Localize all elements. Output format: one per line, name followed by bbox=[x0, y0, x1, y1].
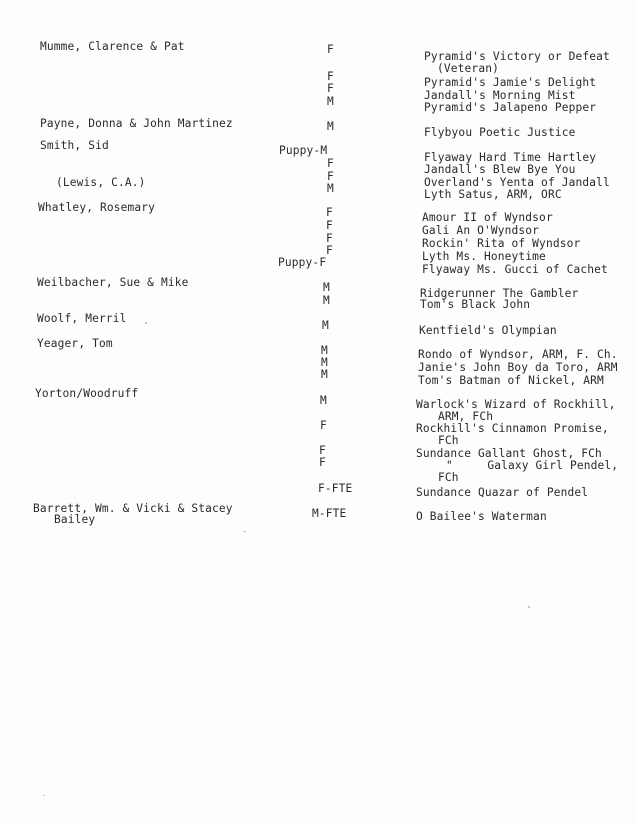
sex-entry-10: F bbox=[326, 206, 333, 219]
dog-entry-23: Rockhill's Cinnamon Promise, bbox=[416, 422, 609, 435]
scan-speck bbox=[145, 322, 147, 324]
owner-weilbacher: Weilbacher, Sue & Mike bbox=[37, 276, 189, 289]
sex-entry-29: M-FTE bbox=[312, 507, 347, 520]
owner-mumme: Mumme, Clarence & Pat bbox=[40, 40, 185, 53]
dog-entry-14: Flyaway Ms. Gucci of Cachet bbox=[422, 263, 608, 276]
dog-entry-19: Janie's John Boy da Toro, ARM bbox=[418, 361, 618, 374]
owner-yeager: Yeager, Tom bbox=[37, 337, 113, 350]
dog-entry-1: (Veteran) bbox=[437, 62, 499, 75]
dog-entry-9: Lyth Satus, ARM, ORC bbox=[424, 188, 562, 201]
dog-entry-2: Pyramid's Jamie's Delight bbox=[424, 76, 597, 89]
sex-entry-25: F bbox=[319, 444, 326, 457]
owner-whatley: Whatley, Rosemary bbox=[38, 201, 156, 214]
dog-entry-15: Ridgerunner The Gambler bbox=[420, 287, 579, 300]
dog-entry-21: Warlock's Wizard of Rockhill, bbox=[416, 398, 616, 411]
sex-entry-23: F bbox=[320, 419, 327, 432]
sex-entry-12: F bbox=[326, 232, 333, 245]
sex-entry-4: M bbox=[327, 95, 334, 108]
sex-entry-15: M bbox=[323, 281, 330, 294]
dog-entry-12: Rockin' Rita of Wyndsor bbox=[422, 237, 581, 250]
dog-entry-5: Flybyou Poetic Justice bbox=[424, 126, 576, 139]
dog-entry-27: FCh bbox=[438, 471, 459, 484]
owner-bailey: Bailey bbox=[54, 513, 96, 526]
sex-entry-13: F bbox=[326, 244, 333, 257]
sex-entry-26: F bbox=[319, 456, 326, 469]
scan-speck bbox=[528, 606, 530, 608]
dog-entry-13: Lyth Ms. Honeytime bbox=[422, 250, 546, 263]
owner-lewis: (Lewis, C.A.) bbox=[56, 176, 146, 189]
sex-entry-19: M bbox=[321, 356, 328, 369]
sex-entry-7: F bbox=[327, 157, 334, 170]
sex-entry-17: M bbox=[322, 319, 329, 332]
dog-entry-29: O Bailee's Waterman bbox=[416, 510, 547, 523]
dog-entry-28: Sundance Quazar of Pendel bbox=[416, 486, 589, 499]
sex-entry-11: F bbox=[326, 219, 333, 232]
scan-speck bbox=[43, 795, 45, 796]
sex-entry-3: F bbox=[327, 82, 334, 95]
dog-entry-10: Amour II of Wyndsor bbox=[422, 211, 553, 224]
sex-entry-6: Puppy-M bbox=[279, 144, 328, 157]
dog-entry-0: Pyramid's Victory or Defeat bbox=[424, 50, 610, 63]
sex-entry-14: Puppy-F bbox=[278, 256, 327, 269]
sex-entry-0: F bbox=[327, 43, 334, 56]
sex-entry-16: M bbox=[323, 294, 330, 307]
scan-speck bbox=[243, 531, 246, 532]
sex-entry-5: M bbox=[327, 120, 334, 133]
owner-barrett: Barrett, Wm. & Vicki & Stacey bbox=[33, 502, 233, 515]
sex-entry-21: M bbox=[320, 394, 327, 407]
sex-entry-9: M bbox=[327, 182, 334, 195]
owner-woolf: Woolf, Merril bbox=[37, 312, 127, 325]
sex-entry-28: F-FTE bbox=[318, 482, 353, 495]
dog-entry-3: Jandall's Morning Mist bbox=[424, 89, 576, 102]
dog-entry-20: Tom's Batman of Nickel, ARM bbox=[418, 374, 604, 387]
dog-entry-8: Overland's Yenta of Jandall bbox=[424, 176, 610, 189]
dog-entry-11: Gali An O'Wyndsor bbox=[422, 224, 540, 237]
sex-entry-20: M bbox=[321, 368, 328, 381]
dog-entry-22: ARM, FCh bbox=[438, 410, 494, 423]
dog-entry-17: Kentfield's Olympian bbox=[419, 324, 557, 337]
sex-entry-8: F bbox=[327, 170, 334, 183]
dog-entry-26: " Galaxy Girl Pendel, bbox=[446, 459, 619, 472]
dog-entry-16: Tom's Black John bbox=[420, 298, 531, 311]
dog-entry-24: FCh bbox=[438, 434, 459, 447]
dog-entry-18: Rondo of Wyndsor, ARM, F. Ch. bbox=[418, 348, 618, 361]
owner-payne: Payne, Donna & John Martinez bbox=[40, 117, 233, 130]
dog-entry-7: Jandall's Blew Bye You bbox=[424, 163, 576, 176]
dog-entry-6: Flyaway Hard Time Hartley bbox=[424, 151, 597, 164]
sex-entry-2: F bbox=[327, 70, 334, 83]
dog-entry-25: Sundance Gallant Ghost, FCh bbox=[416, 447, 602, 460]
dog-entry-4: Pyramid's Jalapeno Pepper bbox=[424, 101, 597, 114]
sex-entry-18: M bbox=[321, 344, 328, 357]
owner-yorton: Yorton/Woodruff bbox=[35, 387, 139, 400]
owner-smith: Smith, Sid bbox=[40, 139, 109, 152]
